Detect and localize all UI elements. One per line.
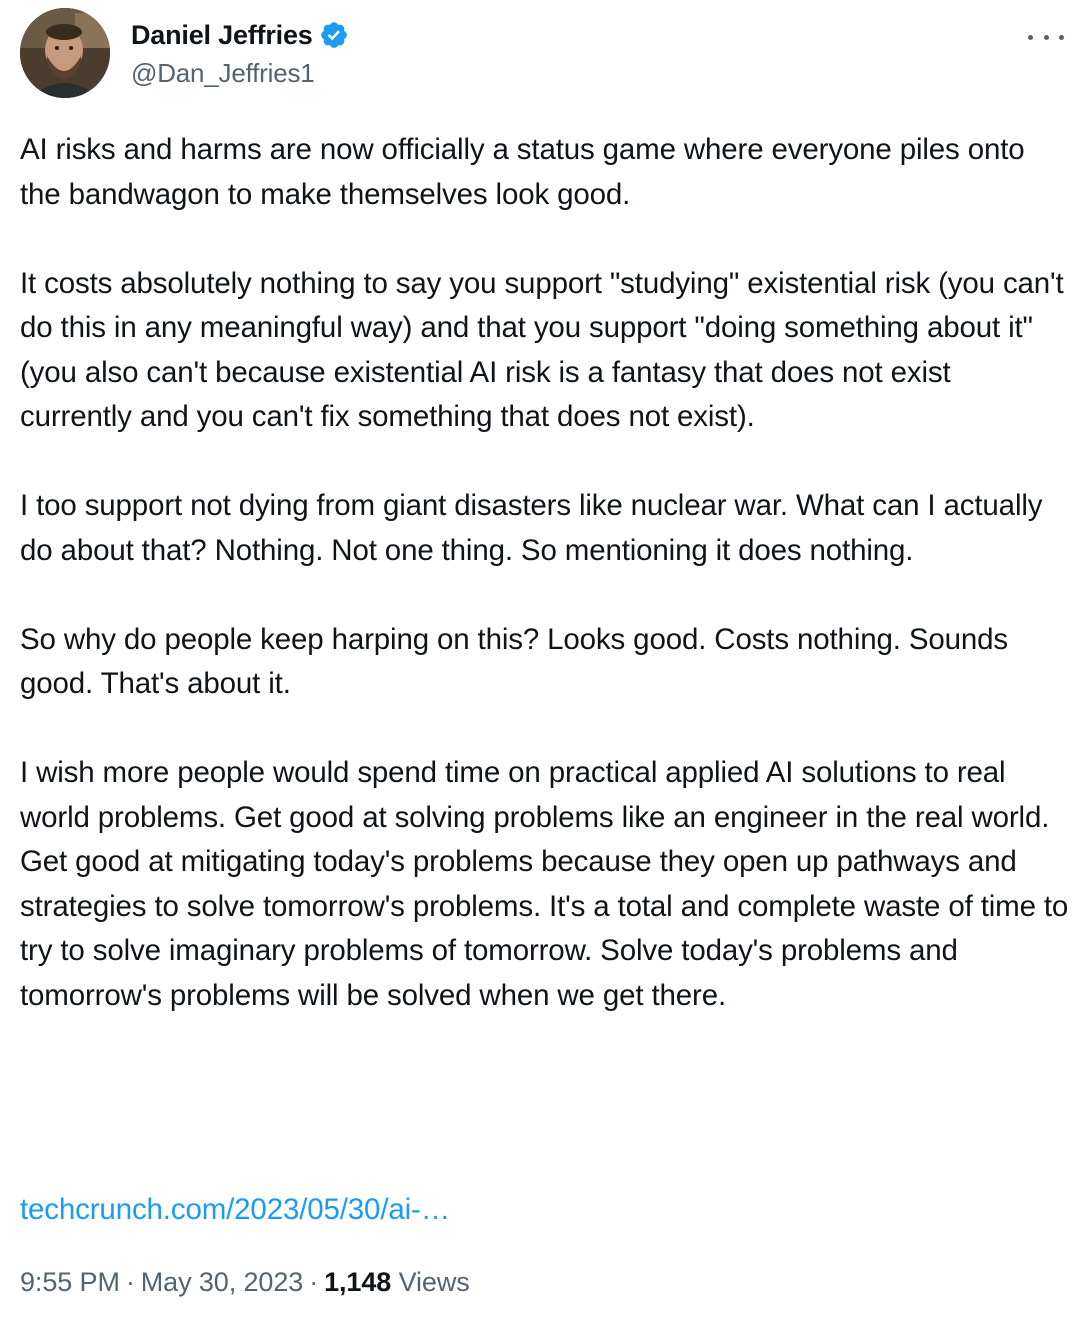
dot: [1028, 35, 1033, 40]
more-options-icon[interactable]: [1028, 22, 1064, 52]
separator: ·: [125, 1267, 135, 1297]
dot: [1044, 35, 1049, 40]
tweet-date[interactable]: May 30, 2023: [140, 1267, 304, 1297]
author-block: [131, 18, 349, 89]
article-link[interactable]: techcrunch.com/2023/05/30/ai-…: [20, 1193, 451, 1226]
profile-photo-icon: [20, 8, 110, 98]
views-count: 1,148: [324, 1267, 392, 1297]
display-name[interactable]: Daniel Jeffries: [131, 19, 313, 50]
author-handle[interactable]: @Dan_Jeffries1: [131, 58, 315, 88]
views-label: Views: [398, 1267, 470, 1297]
display-name-row: [131, 18, 349, 52]
tweet-paragraph: I wish more people would spend time on practical applied AI solutions to real world problems. Get good at solving problems like an engineer in the real world. Get good at mitigating today's problems because they open up pathways and strategies to solve tomorrow's problems. It's a total and complete waste of time to try to solve imaginary problems of tomorrow. Solve today's problems and tomorrow's problems will be solved when we get there.: [20, 756, 1069, 1012]
tweet-time[interactable]: 9:55 PM: [20, 1267, 120, 1297]
verified-badge-icon[interactable]: [319, 20, 349, 50]
dot: [1059, 35, 1064, 40]
tweet-paragraph: I too support not dying from giant disasters like nuclear war. What can I actually do about that? Nothing. Not one thing. So mentioning it does nothing.: [20, 489, 1043, 567]
tweet-header: [20, 8, 1070, 98]
tweet-paragraph: So why do people keep harping on this? Looks good. Costs nothing. Sounds good. That's about it.: [20, 622, 1008, 700]
separator: ·: [309, 1267, 319, 1297]
tweet-paragraph: AI risks and harms are now officially a status game where everyone piles onto the bandwagon to make themselves look good.: [20, 133, 1025, 211]
avatar[interactable]: [20, 8, 110, 98]
tweet-meta: [20, 1267, 470, 1298]
tweet-text: [20, 128, 1070, 1063]
tweet-paragraph: It costs absolutely nothing to say you support "studying" existential risk (you can't do this in any meaningful way) and that you support "doing something about it" (you also can't because existential AI risk is a fantasy that does not exist currently and you can't fix something that does not exist).: [20, 266, 1064, 433]
